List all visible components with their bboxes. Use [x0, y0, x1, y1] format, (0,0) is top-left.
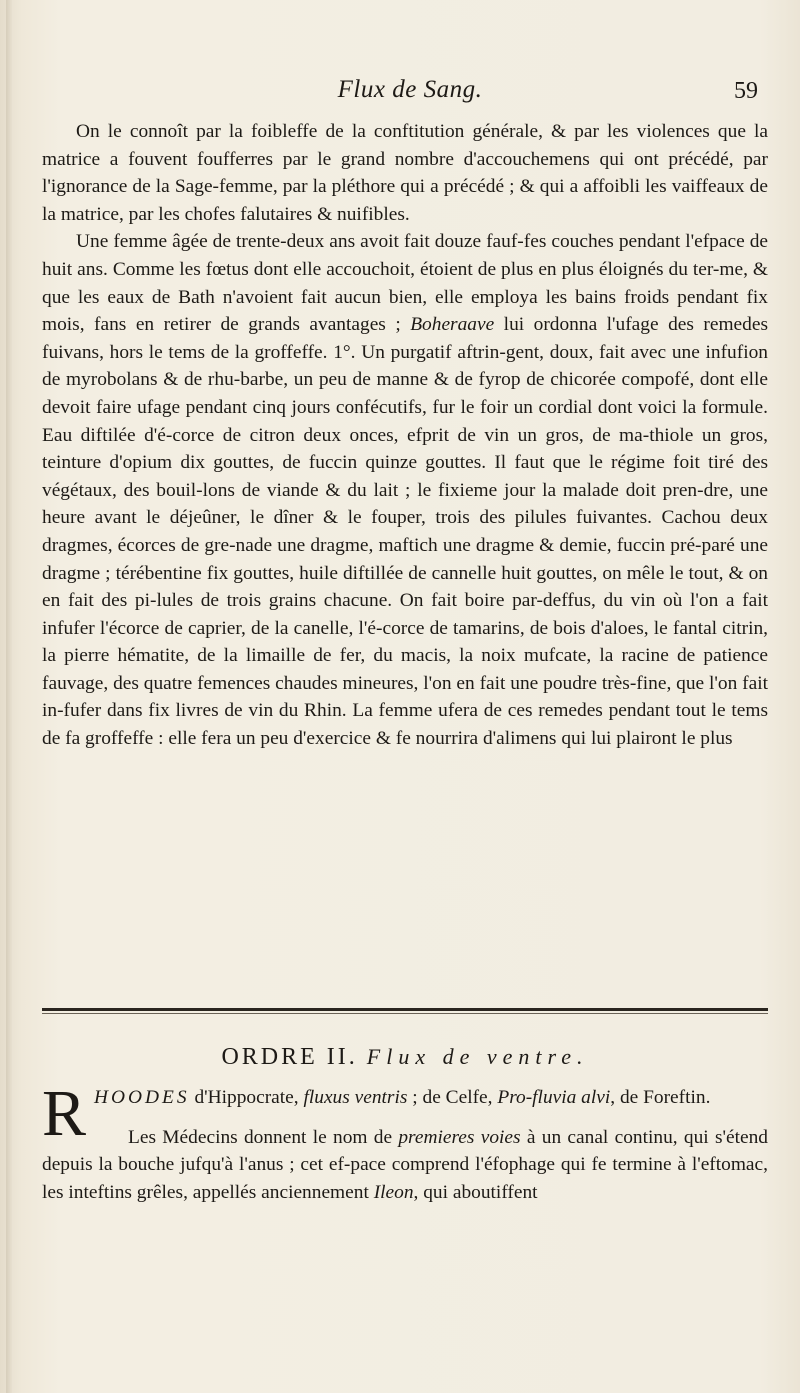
section-text-e: à un canal continu, qui s'étend depuis la bouche jufqu'à l'anus ; cet ef-pace comprend l'éfophage qui fe termine à l'eftomac, les inteftins grêles, appellés anciennement — [42, 1126, 768, 1203]
section-text-b: ; de Celfe, — [407, 1087, 498, 1108]
section-rule-thick — [42, 1008, 768, 1011]
section-text-f: , qui aboutiffent — [413, 1181, 538, 1203]
term-premieres-voies: premieres voies — [398, 1126, 521, 1148]
latin-term-1: fluxus ventris — [303, 1087, 408, 1108]
page-spine-shadow — [6, 0, 12, 1393]
section-paragraph-2 — [42, 1124, 768, 1207]
page-header — [60, 76, 760, 116]
section-text — [42, 1077, 768, 1206]
term-rhoodes: HOODES — [94, 1087, 190, 1108]
author-name: Boheraave — [410, 314, 495, 336]
term-ileon: Ileon — [373, 1181, 414, 1203]
main-text — [42, 118, 768, 753]
paragraph-2-start: Une femme âgée de trente-deux ans avoit fait douze fauf-fes couches pendant l'efpace de huit ans. Comme les fœtus dont elle accouchoit, étoient de plus en plus éloignés du ter-me, & que les eaux de Bath n'avoient fait aucun bien, elle employa les bains froids pendant fix mois, fans en retirer de grands avantages ; — [42, 231, 768, 336]
section-order: ORDRE II. — [221, 1044, 358, 1070]
page-number: 59 — [734, 78, 758, 104]
paragraph-2-rest: lui ordonna l'ufage des remedes fuivans, hors le tems de la groffeffe. 1°. Un purgatif aftrin-gent, doux, fait avec une infufion de myrobolans & de rhu-barbe, un peu de manne & de fyrop de chicorée compofé, dont elle devoit faire ufage pendant cinq jours confécutifs, fur le foir un cordial dont voici la formule. Eau diftilée d'é-corce de citron deux onces, efprit de vin un gros, de ma-thiole un gros, teinture d'opium dix gouttes, de fuccin quinze gouttes. Il faut que le régime foit tiré des végétaux, des bouil-lons de viande & du lait ; le fixieme jour la malade doit pren-dre, une heure avant le déjeûner, le dîner & le fouper, trois des pilules fuivantes. Cachou deux dragmes, écorces de gre-nade une dragme, maftich une dragme & demie, fuccin pré-paré une dragme ; térébentine fix gouttes, huile diftillée de cannelle huit gouttes, on mêle le tout, & on en fait des pi-lules de trois grains chacune. On fait boire par-deffus, du vin où l'on a fait infufer l'écorce de caprier, de la canelle, l'é-corce de tamarins, de bois d'aloes, le fantal citrin, la pierre hématite, de la limaille de fer, du macis, la noix mufcate, la racine de patience fauvage, des quatre femences chaudes mineures, l'on en fait une poudre très-fine, que l'on fait in-fufer dans fix livres de vin du Rhin. La femme ufera de ces remedes pendant tout le tems de fa groffeffe : elle fera un peu d'exercice & fe nourrira d'alimens qui lui plairont le plus — [42, 314, 769, 750]
paragraph-2 — [42, 228, 768, 752]
paragraph-1: On le connoît par la foibleffe de la conftitution générale, & par les violences que la matrice a fouvent foufferres par le grand nombre d'accouchemens qui ont précédé, par l'ignorance de la Sage-femme, par la pléthore qui a précédé ; & qui a affoibli les vaiffeaux de la matrice, par les chofes falutaires & nuifibles. — [42, 121, 768, 225]
section-text-a: d'Hippocrate, — [189, 1087, 304, 1108]
running-title: Flux de Sang. — [337, 76, 483, 103]
latin-term-2: Pro-fluvia alvi — [497, 1087, 611, 1108]
section-text-d: Les Médecins donnent le nom de — [128, 1126, 399, 1148]
drop-cap: R — [42, 1077, 87, 1150]
section-subtitle: Flux de ventre. — [366, 1044, 589, 1069]
section-rule-thin — [42, 1013, 768, 1014]
section-heading — [42, 1044, 768, 1071]
section-text-c: , de Foreftin. — [610, 1087, 711, 1108]
